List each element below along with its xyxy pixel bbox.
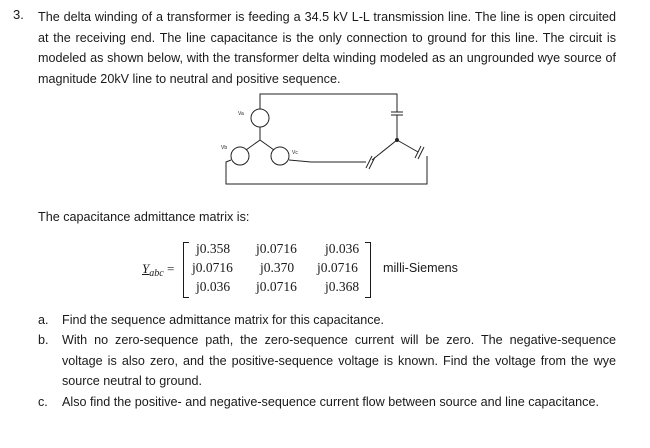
matrix-cell-1-1: j0.358 (196, 241, 231, 256)
wye-leg-b (246, 140, 260, 150)
source-b-circle (231, 147, 249, 165)
matrix-cell-2-1: j0.0716 (192, 260, 233, 275)
wire-b (226, 156, 427, 184)
cap-b-plate-2 (418, 147, 424, 159)
matrix-cell-3-3: j0.368 (325, 279, 360, 294)
label-vb: Vb (221, 145, 228, 151)
question-a-label: a. (38, 313, 49, 327)
question-b-text: With no zero-sequence path, the zero-sequence current will be zero. The negative-sequence voltage is also zero, and the positive-sequence voltage is known. Find the voltage from the wye source neutral to ground. (62, 333, 616, 389)
problem-statement: The delta winding of a transformer is feeding a 34.5 kV L-L transmission line. The line is open circuited at the receiving end. The line capacitance is the only connection to ground for this line. The circuit is modeled as shown below, with the transformer delta winding modeled as an ungrounded wye source of magnitude 20kV line to neutral and positive sequence. (38, 10, 616, 86)
matrix-symbol: Y (142, 261, 150, 276)
label-va: Va (238, 111, 244, 117)
wire-a-top (260, 94, 397, 112)
wire-c (289, 160, 366, 162)
matrix-cell-1-3: j0.036 (325, 241, 360, 256)
question-b (38, 330, 616, 392)
cap-b-plate-1 (415, 146, 421, 158)
matrix-right-bracket (365, 242, 371, 298)
cap-c-lead (372, 140, 397, 160)
matrix-lhs (142, 261, 174, 277)
question-c-text: Also find the positive- and negative-sequence current flow between source and line capacitance. (62, 395, 599, 409)
capacitance-intro: The capacitance admittance matrix is: (38, 210, 250, 224)
question-c (38, 392, 616, 413)
matrix-left-bracket (183, 242, 189, 298)
problem-number: 3. (13, 7, 24, 22)
matrix-subscript: abc (149, 268, 164, 279)
admittance-matrix (183, 240, 371, 298)
equals-sign: = (166, 261, 175, 276)
matrix-cell-2-3: j0.0716 (317, 260, 358, 275)
cap-c-plate-1 (366, 156, 372, 168)
matrix-cell-1-2: j0.0716 (256, 241, 297, 256)
label-vc: Vc (292, 150, 298, 156)
matrix-cell-3-1: j0.036 (196, 279, 231, 294)
wye-leg-c (260, 140, 274, 150)
question-b-label: b. (38, 333, 49, 347)
matrix-unit: milli-Siemens (383, 261, 458, 275)
circuit-diagram (200, 88, 440, 200)
question-c-label: c. (38, 395, 48, 409)
capacitor-junction (395, 138, 399, 142)
cap-b-lead (397, 140, 418, 152)
source-a-circle (251, 109, 269, 127)
matrix-cell-2-2: j0.370 (260, 260, 295, 275)
question-a-text: Find the sequence admittance matrix for this capacitance. (62, 313, 385, 327)
question-a (38, 310, 616, 331)
matrix-cell-3-2: j0.0716 (256, 279, 297, 294)
source-c-circle (271, 147, 289, 165)
